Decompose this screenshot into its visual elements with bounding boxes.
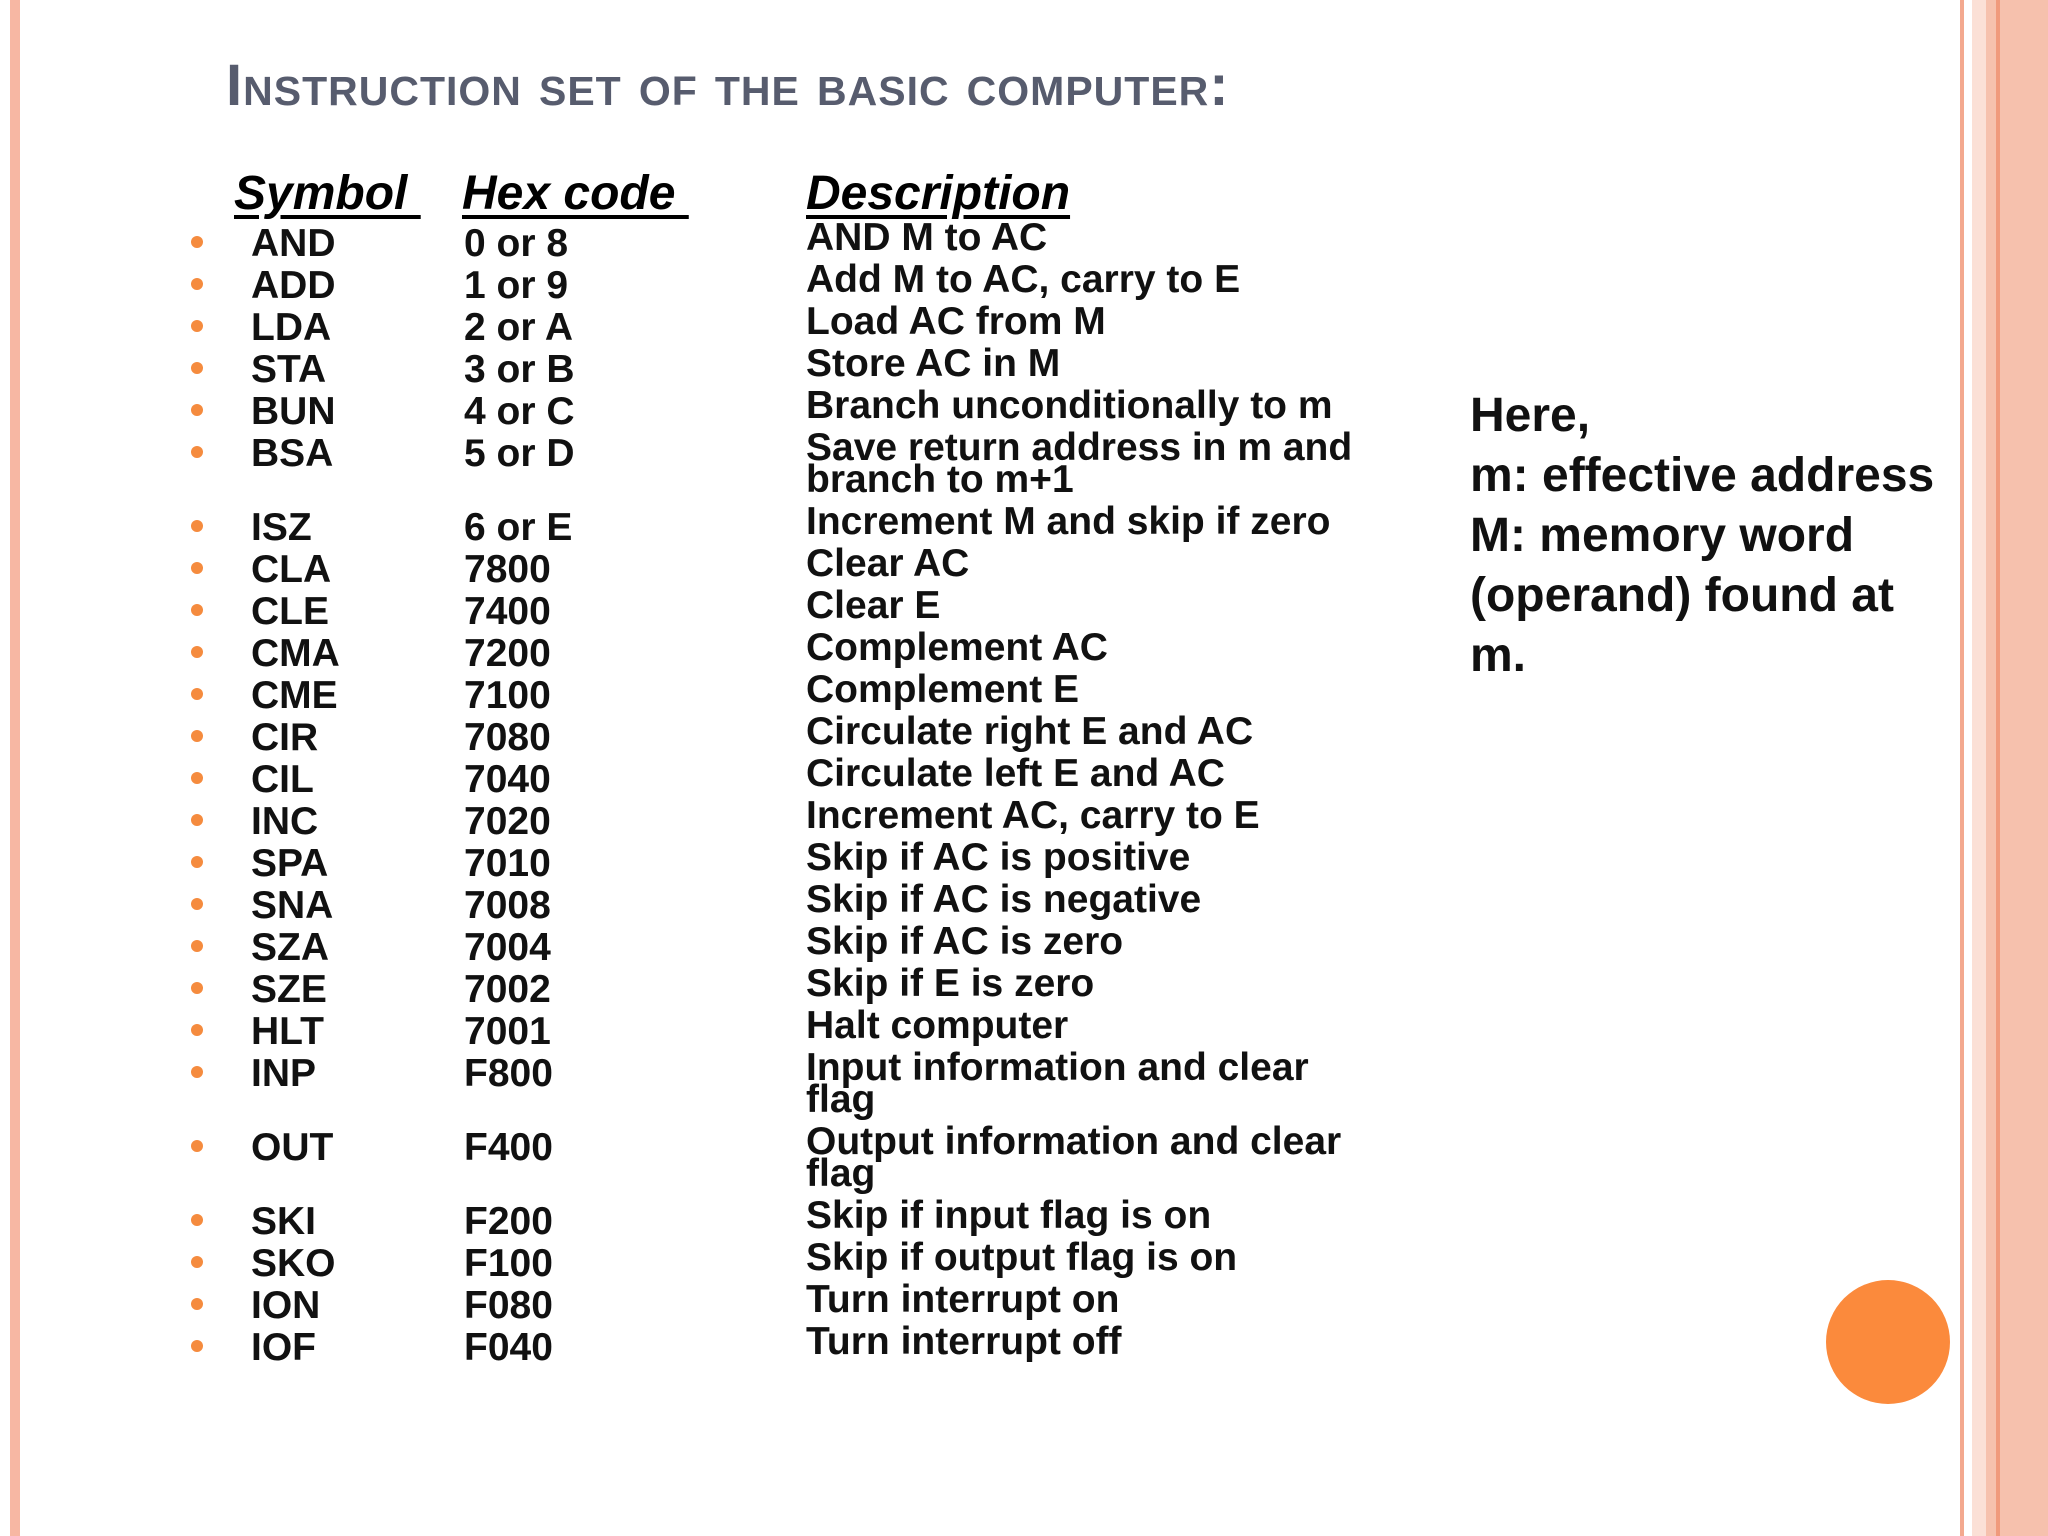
bullet-icon	[191, 278, 203, 290]
instruction-list	[0, 216, 1420, 1369]
symbol-cell: SKO	[251, 1242, 336, 1285]
hex-code-cell: F800	[464, 1052, 553, 1095]
note-line: (operand) found at	[1470, 569, 1894, 622]
bullet-icon	[191, 1140, 203, 1152]
bullet-icon	[191, 1066, 203, 1078]
description-cell: Circulate right E and AC	[806, 710, 1254, 753]
symbol-cell: CLA	[251, 548, 332, 591]
hex-code-cell: 7080	[464, 716, 551, 759]
hex-code-cell: 7200	[464, 632, 551, 675]
table-row	[0, 1004, 1420, 1053]
hex-code-cell: 0 or 8	[464, 222, 569, 265]
right-border-stripe-inner	[1972, 0, 1986, 1536]
description-cell: Skip if AC is negative	[806, 878, 1202, 921]
description-cell: Output information and clear flag	[806, 1120, 1342, 1195]
symbol-cell: ISZ	[251, 506, 312, 549]
description-cell: Increment M and skip if zero	[806, 500, 1331, 543]
hex-code-cell: F100	[464, 1242, 553, 1285]
right-border-line	[1960, 0, 1964, 1536]
symbol-cell: CME	[251, 674, 338, 717]
bullet-icon	[191, 982, 203, 994]
hex-code-cell: 7010	[464, 842, 551, 885]
table-row	[0, 1278, 1420, 1327]
table-row	[0, 752, 1420, 801]
table-row	[0, 542, 1420, 591]
bullet-icon	[191, 320, 203, 332]
bullet-icon	[191, 772, 203, 784]
table-row	[0, 794, 1420, 843]
bullet-icon	[191, 604, 203, 616]
hex-code-cell: F400	[464, 1126, 553, 1169]
table-row	[0, 878, 1420, 927]
table-row	[0, 1236, 1420, 1285]
description-cell: Input information and clear flag	[806, 1046, 1309, 1121]
symbol-cell: LDA	[251, 306, 332, 349]
symbol-cell: BSA	[251, 432, 334, 475]
hex-code-cell: 5 or D	[464, 432, 575, 475]
bullet-icon	[191, 1024, 203, 1036]
table-header	[0, 166, 1500, 226]
hex-code-cell: 7002	[464, 968, 551, 1011]
description-cell: Skip if AC is zero	[806, 920, 1124, 963]
header-symbol: Symbol	[234, 167, 421, 220]
hex-code-cell: F080	[464, 1284, 553, 1327]
hex-code-cell: 3 or B	[464, 348, 575, 391]
bullet-icon	[191, 1214, 203, 1226]
description-cell: Increment AC, carry to E	[806, 794, 1260, 837]
note-line: M: memory word	[1470, 509, 1855, 562]
description-cell: Turn interrupt on	[806, 1278, 1120, 1321]
bullet-icon	[191, 730, 203, 742]
hex-code-cell: 7800	[464, 548, 551, 591]
description-cell: Store AC in M	[806, 342, 1061, 385]
symbol-cell: ION	[251, 1284, 321, 1327]
description-cell: Skip if AC is positive	[806, 836, 1191, 879]
hex-code-cell: 7004	[464, 926, 551, 969]
table-row	[0, 1120, 1420, 1198]
symbol-cell: CMA	[251, 632, 340, 675]
table-row	[0, 668, 1420, 717]
description-cell: Circulate left E and AC	[806, 752, 1225, 795]
symbol-cell: AND	[251, 222, 336, 265]
table-row	[0, 836, 1420, 885]
header-description: Description	[806, 167, 1071, 220]
header-hex-code: Hex code	[462, 167, 689, 220]
table-row	[0, 1046, 1420, 1124]
symbol-cell: IOF	[251, 1326, 316, 1369]
right-border-line-outer	[1996, 0, 2000, 1536]
symbol-cell: SNA	[251, 884, 334, 927]
table-row	[0, 300, 1420, 349]
symbol-cell: SZE	[251, 968, 327, 1011]
bullet-icon	[191, 362, 203, 374]
symbol-cell: CLE	[251, 590, 329, 633]
table-row	[0, 920, 1420, 969]
hex-code-cell: 7040	[464, 758, 551, 801]
table-row	[0, 426, 1420, 504]
table-row	[0, 626, 1420, 675]
symbol-cell: BUN	[251, 390, 336, 433]
bullet-icon	[191, 446, 203, 458]
description-cell: Halt computer	[806, 1004, 1069, 1047]
symbol-cell: CIR	[251, 716, 319, 759]
description-cell: Clear AC	[806, 542, 970, 585]
bullet-icon	[191, 814, 203, 826]
description-cell: Complement AC	[806, 626, 1108, 669]
description-cell: Skip if E is zero	[806, 962, 1095, 1005]
table-row	[0, 1320, 1420, 1369]
bullet-icon	[191, 856, 203, 868]
symbol-cell: CIL	[251, 758, 314, 801]
hex-code-cell: F040	[464, 1326, 553, 1369]
table-row	[0, 342, 1420, 391]
description-cell: Add M to AC, carry to E	[806, 258, 1241, 301]
table-row	[0, 384, 1420, 433]
description-cell: Complement E	[806, 668, 1080, 711]
description-cell: Skip if output flag is on	[806, 1236, 1238, 1279]
symbol-cell: HLT	[251, 1010, 324, 1053]
bullet-icon	[191, 404, 203, 416]
hex-code-cell: 7400	[464, 590, 551, 633]
description-cell: AND M to AC	[806, 216, 1048, 259]
hex-code-cell: 2 or A	[464, 306, 574, 349]
table-row	[0, 216, 1420, 265]
hex-code-cell: 6 or E	[464, 506, 573, 549]
symbol-cell: INP	[251, 1052, 317, 1095]
hex-code-cell: 4 or C	[464, 390, 575, 433]
bullet-icon	[191, 898, 203, 910]
symbol-cell: SZA	[251, 926, 329, 969]
hex-code-cell: 7001	[464, 1010, 551, 1053]
hex-code-cell: 7020	[464, 800, 551, 843]
description-cell: Load AC from M	[806, 300, 1106, 343]
description-cell: Turn interrupt off	[806, 1320, 1122, 1363]
bullet-icon	[191, 646, 203, 658]
description-cell: Save return address in m and branch to m+1	[806, 426, 1353, 501]
bullet-icon	[191, 688, 203, 700]
table-row	[0, 710, 1420, 759]
note-line: Here,	[1470, 389, 1591, 442]
slide-title: Instruction set of the basic computer:	[226, 53, 1230, 118]
description-cell: Clear E	[806, 584, 941, 627]
description-cell: Skip if input flag is on	[806, 1194, 1212, 1237]
note-box	[1470, 386, 1990, 686]
table-row	[0, 962, 1420, 1011]
bullet-icon	[191, 236, 203, 248]
symbol-cell: OUT	[251, 1126, 334, 1169]
symbol-cell: INC	[251, 800, 319, 843]
table-row	[0, 500, 1420, 549]
note-line: m.	[1470, 629, 1527, 682]
bullet-icon	[191, 1298, 203, 1310]
decorative-orange-circle	[1826, 1280, 1950, 1404]
symbol-cell: STA	[251, 348, 327, 391]
hex-code-cell: F200	[464, 1200, 553, 1243]
bullet-icon	[191, 520, 203, 532]
description-cell: Branch unconditionally to m	[806, 384, 1333, 427]
symbol-cell: SPA	[251, 842, 329, 885]
symbol-cell: SKI	[251, 1200, 317, 1243]
bullet-icon	[191, 1256, 203, 1268]
symbol-cell: ADD	[251, 264, 336, 307]
bullet-icon	[191, 1340, 203, 1352]
note-line: m: effective address	[1470, 449, 1935, 502]
table-row	[0, 584, 1420, 633]
table-row	[0, 1194, 1420, 1243]
bullet-icon	[191, 940, 203, 952]
hex-code-cell: 1 or 9	[464, 264, 569, 307]
hex-code-cell: 7008	[464, 884, 551, 927]
bullet-icon	[191, 562, 203, 574]
hex-code-cell: 7100	[464, 674, 551, 717]
table-row	[0, 258, 1420, 307]
